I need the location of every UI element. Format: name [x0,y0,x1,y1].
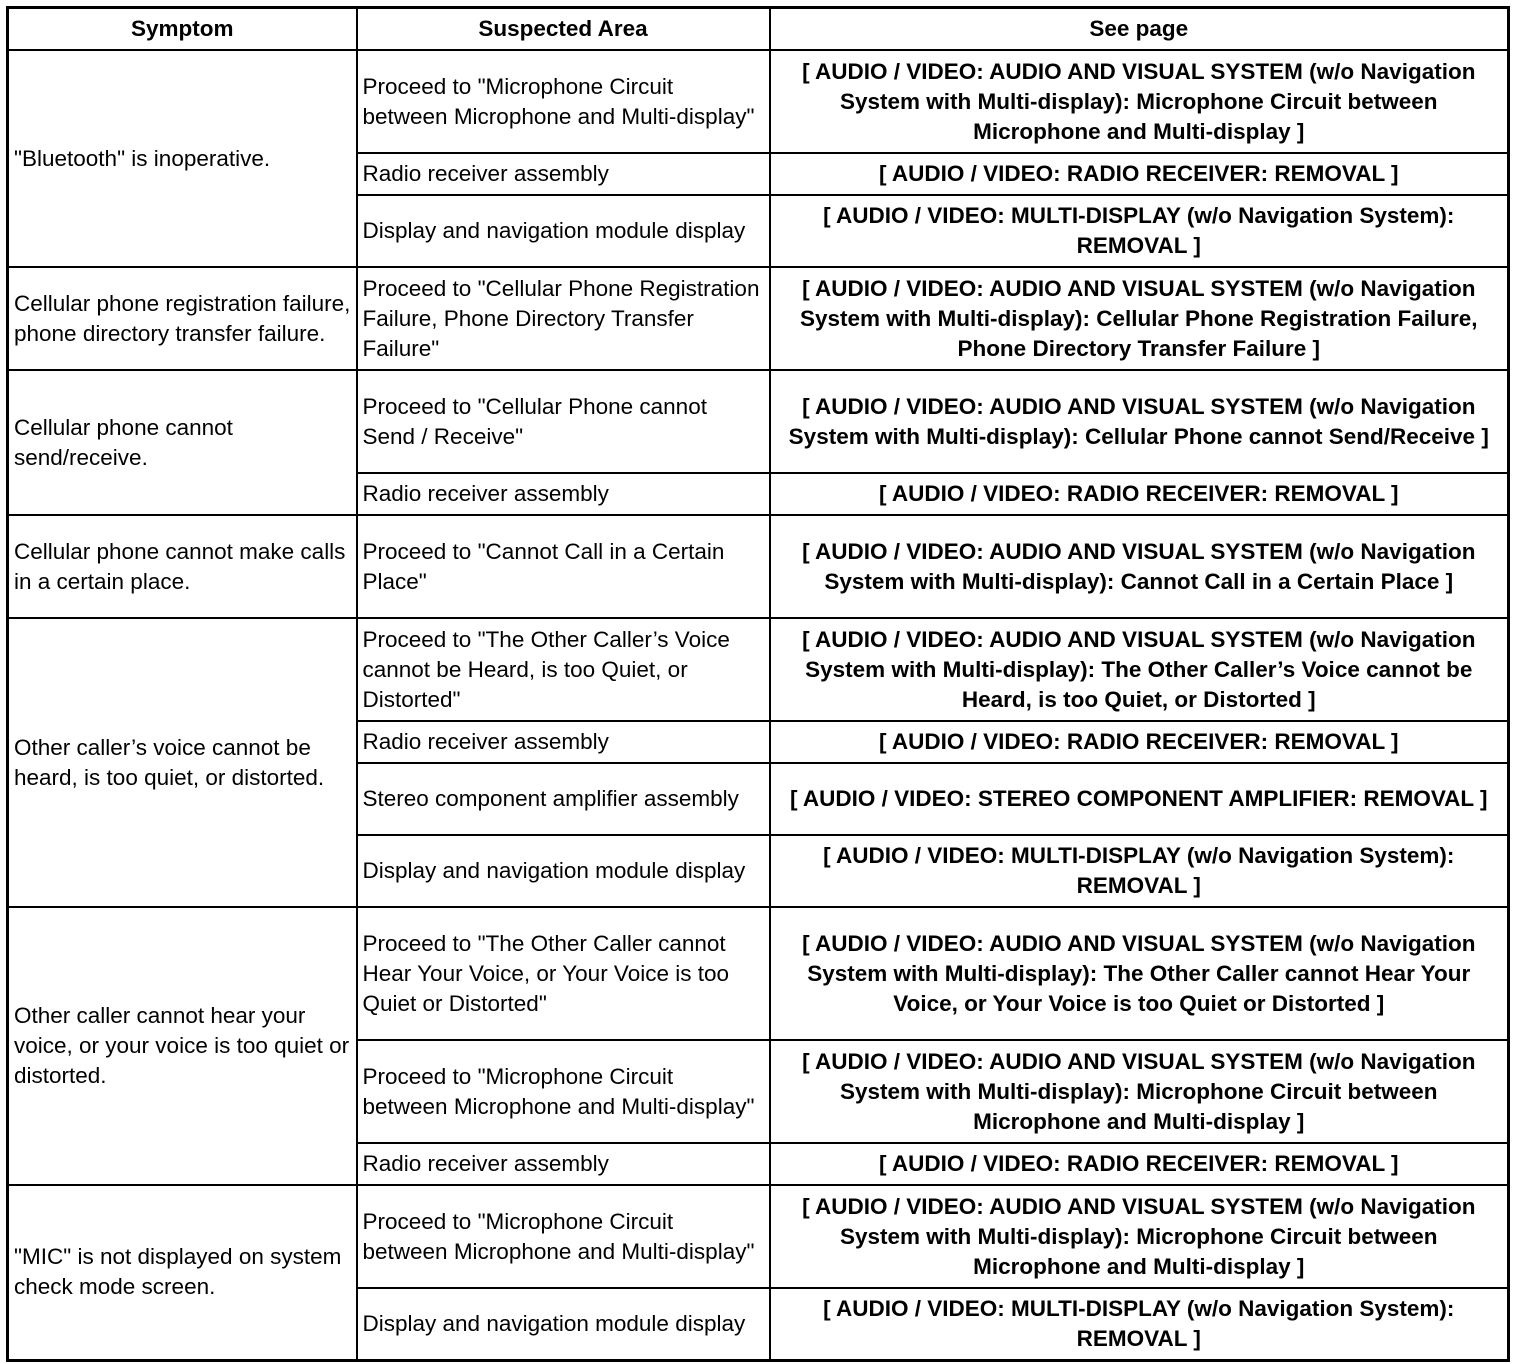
suspected-area-cell: Display and navigation module display [357,195,770,267]
suspected-area-cell: Radio receiver assembly [357,721,770,763]
header-see-page: See page [770,8,1509,51]
suspected-area-cell: Display and navigation module display [357,835,770,907]
see-page-link[interactable]: [ AUDIO / VIDEO: AUDIO AND VISUAL SYSTEM (w/o Navigation System with Multi-display): The Other Caller cannot Hear Your Voice, or Your Voice is too Quiet or Distorted ] [770,907,1509,1040]
see-page-link[interactable]: [ AUDIO / VIDEO: AUDIO AND VISUAL SYSTEM (w/o Navigation System with Multi-display): Microphone Circuit between Microphone and Multi-display ] [770,50,1509,153]
see-page-link[interactable]: [ AUDIO / VIDEO: RADIO RECEIVER: REMOVAL ] [770,721,1509,763]
suspected-area-cell: Proceed to "Microphone Circuit between Microphone and Multi-display" [357,50,770,153]
table-row [8,618,1509,721]
header-symptom: Symptom [8,8,357,51]
symptom-cell: Cellular phone registration failure, phone directory transfer failure. [8,267,357,370]
symptom-cell: Other caller cannot hear your voice, or your voice is too quiet or distorted. [8,907,357,1185]
suspected-area-cell: Proceed to "Microphone Circuit between Microphone and Multi-display" [357,1040,770,1143]
troubleshooting-table [6,6,1510,1362]
see-page-link[interactable]: [ AUDIO / VIDEO: MULTI-DISPLAY (w/o Navigation System): REMOVAL ] [770,1288,1509,1360]
suspected-area-cell: Proceed to "The Other Caller’s Voice cannot be Heard, is too Quiet, or Distorted" [357,618,770,721]
see-page-link[interactable]: [ AUDIO / VIDEO: AUDIO AND VISUAL SYSTEM (w/o Navigation System with Multi-display): Cellular Phone cannot Send/Receive ] [770,370,1509,473]
table-row [8,1185,1509,1288]
header-suspected-area: Suspected Area [357,8,770,51]
see-page-link[interactable]: [ AUDIO / VIDEO: RADIO RECEIVER: REMOVAL ] [770,473,1509,515]
see-page-link[interactable]: [ AUDIO / VIDEO: AUDIO AND VISUAL SYSTEM (w/o Navigation System with Multi-display): Microphone Circuit between Microphone and Multi-display ] [770,1040,1509,1143]
table-row [8,370,1509,473]
suspected-area-cell: Proceed to "Microphone Circuit between Microphone and Multi-display" [357,1185,770,1288]
see-page-link[interactable]: [ AUDIO / VIDEO: AUDIO AND VISUAL SYSTEM (w/o Navigation System with Multi-display): Microphone Circuit between Microphone and Multi-display ] [770,1185,1509,1288]
suspected-area-cell: Stereo component amplifier assembly [357,763,770,835]
see-page-link[interactable]: [ AUDIO / VIDEO: AUDIO AND VISUAL SYSTEM (w/o Navigation System with Multi-display): Cellular Phone Registration Failure, Phone Directory Transfer Failure ] [770,267,1509,370]
suspected-area-cell: Display and navigation module display [357,1288,770,1360]
table-row [8,50,1509,153]
see-page-link[interactable]: [ AUDIO / VIDEO: RADIO RECEIVER: REMOVAL ] [770,153,1509,195]
table-row [8,907,1509,1040]
symptom-cell: Other caller’s voice cannot be heard, is too quiet, or distorted. [8,618,357,907]
see-page-link[interactable]: [ AUDIO / VIDEO: MULTI-DISPLAY (w/o Navigation System): REMOVAL ] [770,835,1509,907]
see-page-link[interactable]: [ AUDIO / VIDEO: RADIO RECEIVER: REMOVAL ] [770,1143,1509,1185]
symptom-cell: "MIC" is not displayed on system check mode screen. [8,1185,357,1360]
table-row [8,267,1509,370]
see-page-link[interactable]: [ AUDIO / VIDEO: AUDIO AND VISUAL SYSTEM (w/o Navigation System with Multi-display): The Other Caller’s Voice cannot be Heard, is too Quiet, or Distorted ] [770,618,1509,721]
suspected-area-cell: Radio receiver assembly [357,473,770,515]
header-row [8,8,1509,51]
see-page-link[interactable]: [ AUDIO / VIDEO: MULTI-DISPLAY (w/o Navigation System): REMOVAL ] [770,195,1509,267]
symptom-cell: Cellular phone cannot make calls in a certain place. [8,515,357,618]
symptom-cell: "Bluetooth" is inoperative. [8,50,357,267]
table-row [8,515,1509,618]
suspected-area-cell: Proceed to "Cannot Call in a Certain Place" [357,515,770,618]
suspected-area-cell: Proceed to "Cellular Phone cannot Send / Receive" [357,370,770,473]
suspected-area-cell: Radio receiver assembly [357,153,770,195]
suspected-area-cell: Proceed to "Cellular Phone Registration Failure, Phone Directory Transfer Failure" [357,267,770,370]
suspected-area-cell: Radio receiver assembly [357,1143,770,1185]
suspected-area-cell: Proceed to "The Other Caller cannot Hear Your Voice, or Your Voice is too Quiet or Distorted" [357,907,770,1040]
symptom-cell: Cellular phone cannot send/receive. [8,370,357,515]
see-page-link[interactable]: [ AUDIO / VIDEO: STEREO COMPONENT AMPLIFIER: REMOVAL ] [770,763,1509,835]
see-page-link[interactable]: [ AUDIO / VIDEO: AUDIO AND VISUAL SYSTEM (w/o Navigation System with Multi-display): Cannot Call in a Certain Place ] [770,515,1509,618]
